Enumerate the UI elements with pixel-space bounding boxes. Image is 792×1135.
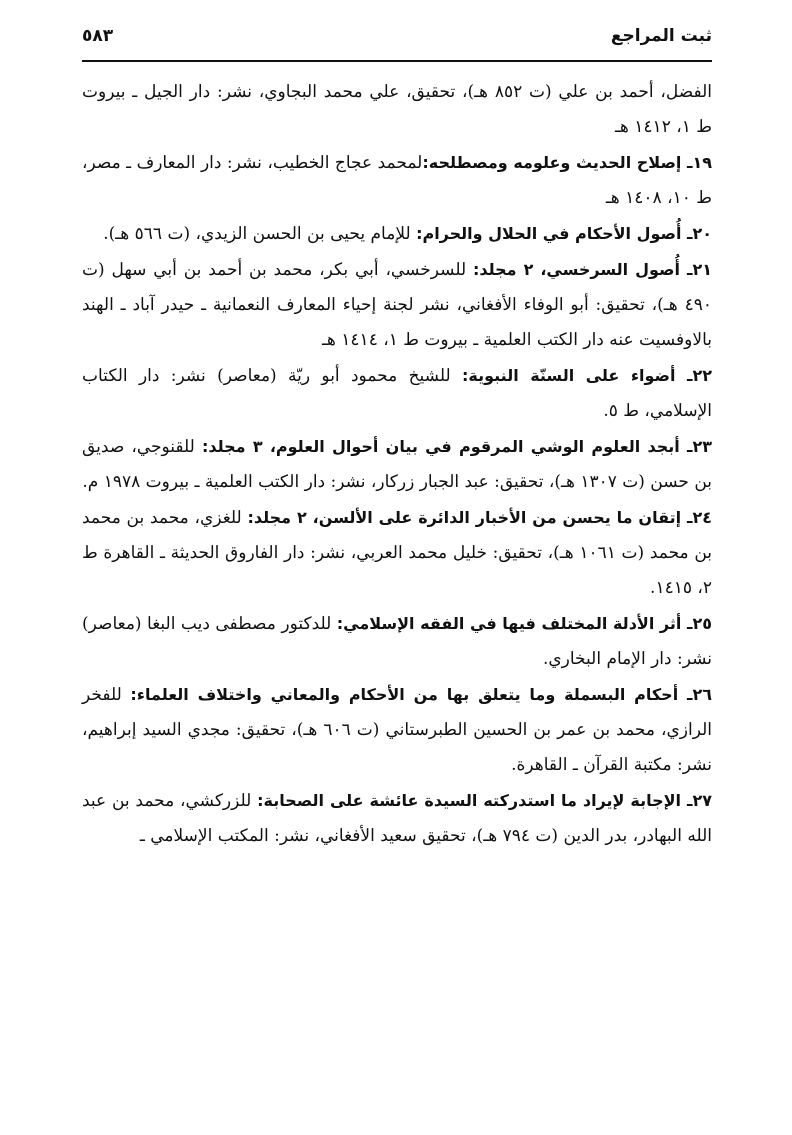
entry-text: للسرخسي، أبي بكر، محمد بن أحمد بن أبي سهل (ت ٤٩٠ هـ)، تحقيق: أبو الوفاء الأفغاني، نشر لجنة إحياء المعارف النعمانية ـ حيدر آباد ـ الهند بالاوفسيت عنه دار الكتب العلمية ـ بيروت ط ١، ١٤١٤ هـ <box>82 260 712 350</box>
entry-text: للقنوجي، صديق بن حسن (ت ١٣٠٧ هـ)، تحقيق: عبد الجبار زركار، نشر: دار الكتب العلمية ـ بيروت ١٩٧٨ م. <box>82 437 712 492</box>
reference-entry-24 <box>82 500 712 606</box>
reference-entry-21 <box>82 252 712 358</box>
entry-title: ٢٧ـ الإجابة لإيراد ما استدركته السيدة عائشة على الصحابة: <box>257 791 712 810</box>
entry-title: ٢٣ـ أبجد العلوم الوشي المرقوم في بيان أحوال العلوم، ٣ مجلد: <box>201 437 712 456</box>
entry-title: ٢١ـ أُصول السرخسي، ٢ مجلد: <box>472 260 712 279</box>
entry-text: الفضل، أحمد بن علي (ت ٨٥٢ هـ)، تحقيق، علي محمد البجاوي، نشر: دار الجيل ـ بيروت ط ١، ١٤١٢ هـ <box>82 82 712 137</box>
entry-title: ٢٦ـ أحكام البسملة وما يتعلق بها من الأحكام والمعاني واختلاف العلماء: <box>130 685 712 704</box>
entry-text: للغزي، محمد بن محمد بن محمد (ت ١٠٦١ هـ)، تحقيق: خليل محمد العربي، نشر: دار الفاروق الحديثة ـ القاهرة ط ٢، ١٤١٥. <box>82 508 712 598</box>
entry-title: ٢٤ـ إتقان ما يحسن من الأخبار الدائرة على الألسن، ٢ مجلد: <box>247 508 713 527</box>
entry-title: ٢٢ـ أضواء على السنّة النبوية: <box>462 366 712 385</box>
reference-entry-23 <box>82 429 712 500</box>
reference-entry-27 <box>82 783 712 854</box>
reference-entry-26 <box>82 677 712 783</box>
entry-text: للدكتور مصطفى ديب البغا (معاصر) نشر: دار الإمام البخاري. <box>82 614 712 669</box>
references-list <box>82 74 712 854</box>
page-header <box>82 26 712 62</box>
entry-text: للإمام يحيى بن الحسن الزيدي، (ت ٥٦٦ هـ). <box>103 224 417 244</box>
entry-text: للزركشي، محمد بن عبد الله البهادر، بدر الدين (ت ٧٩٤ هـ)، تحقيق سعيد الأفغاني، نشر: المكتب الإسلامي ـ <box>82 791 712 846</box>
entry-text: للفخر الرازي، محمد بن عمر بن الحسين الطبرستاني (ت ٦٠٦ هـ)، تحقيق: مجدي السيد إبراهيم، نشر: مكتبة القرآن ـ القاهرة. <box>82 685 713 775</box>
entry-text: للشيخ محمود أبو ريّة (معاصر) نشر: دار الكتاب الإسلامي، ط ٥. <box>82 366 712 421</box>
reference-entry-20 <box>82 216 712 252</box>
page-number: ٥٨٣ <box>82 26 114 46</box>
reference-entry-19 <box>82 145 712 216</box>
entry-title: ١٩ـ إصلاح الحديث وعلومه ومصطلحه: <box>422 153 713 172</box>
reference-entry-25 <box>82 606 712 677</box>
reference-entry-continued <box>82 74 712 145</box>
reference-entry-22 <box>82 358 712 429</box>
entry-title: ٢٠ـ أُصول الأحكام في الحلال والحرام: <box>416 224 712 243</box>
entry-text: لمحمد عجاج الخطيب، نشر: دار المعارف ـ مصر، ط ١٠، ١٤٠٨ هـ <box>82 153 712 208</box>
entry-title: ٢٥ـ أثر الأدلة المختلف فيها في الفقه الإسلامي: <box>336 614 712 633</box>
running-title: ثبت المراجع <box>610 26 712 46</box>
